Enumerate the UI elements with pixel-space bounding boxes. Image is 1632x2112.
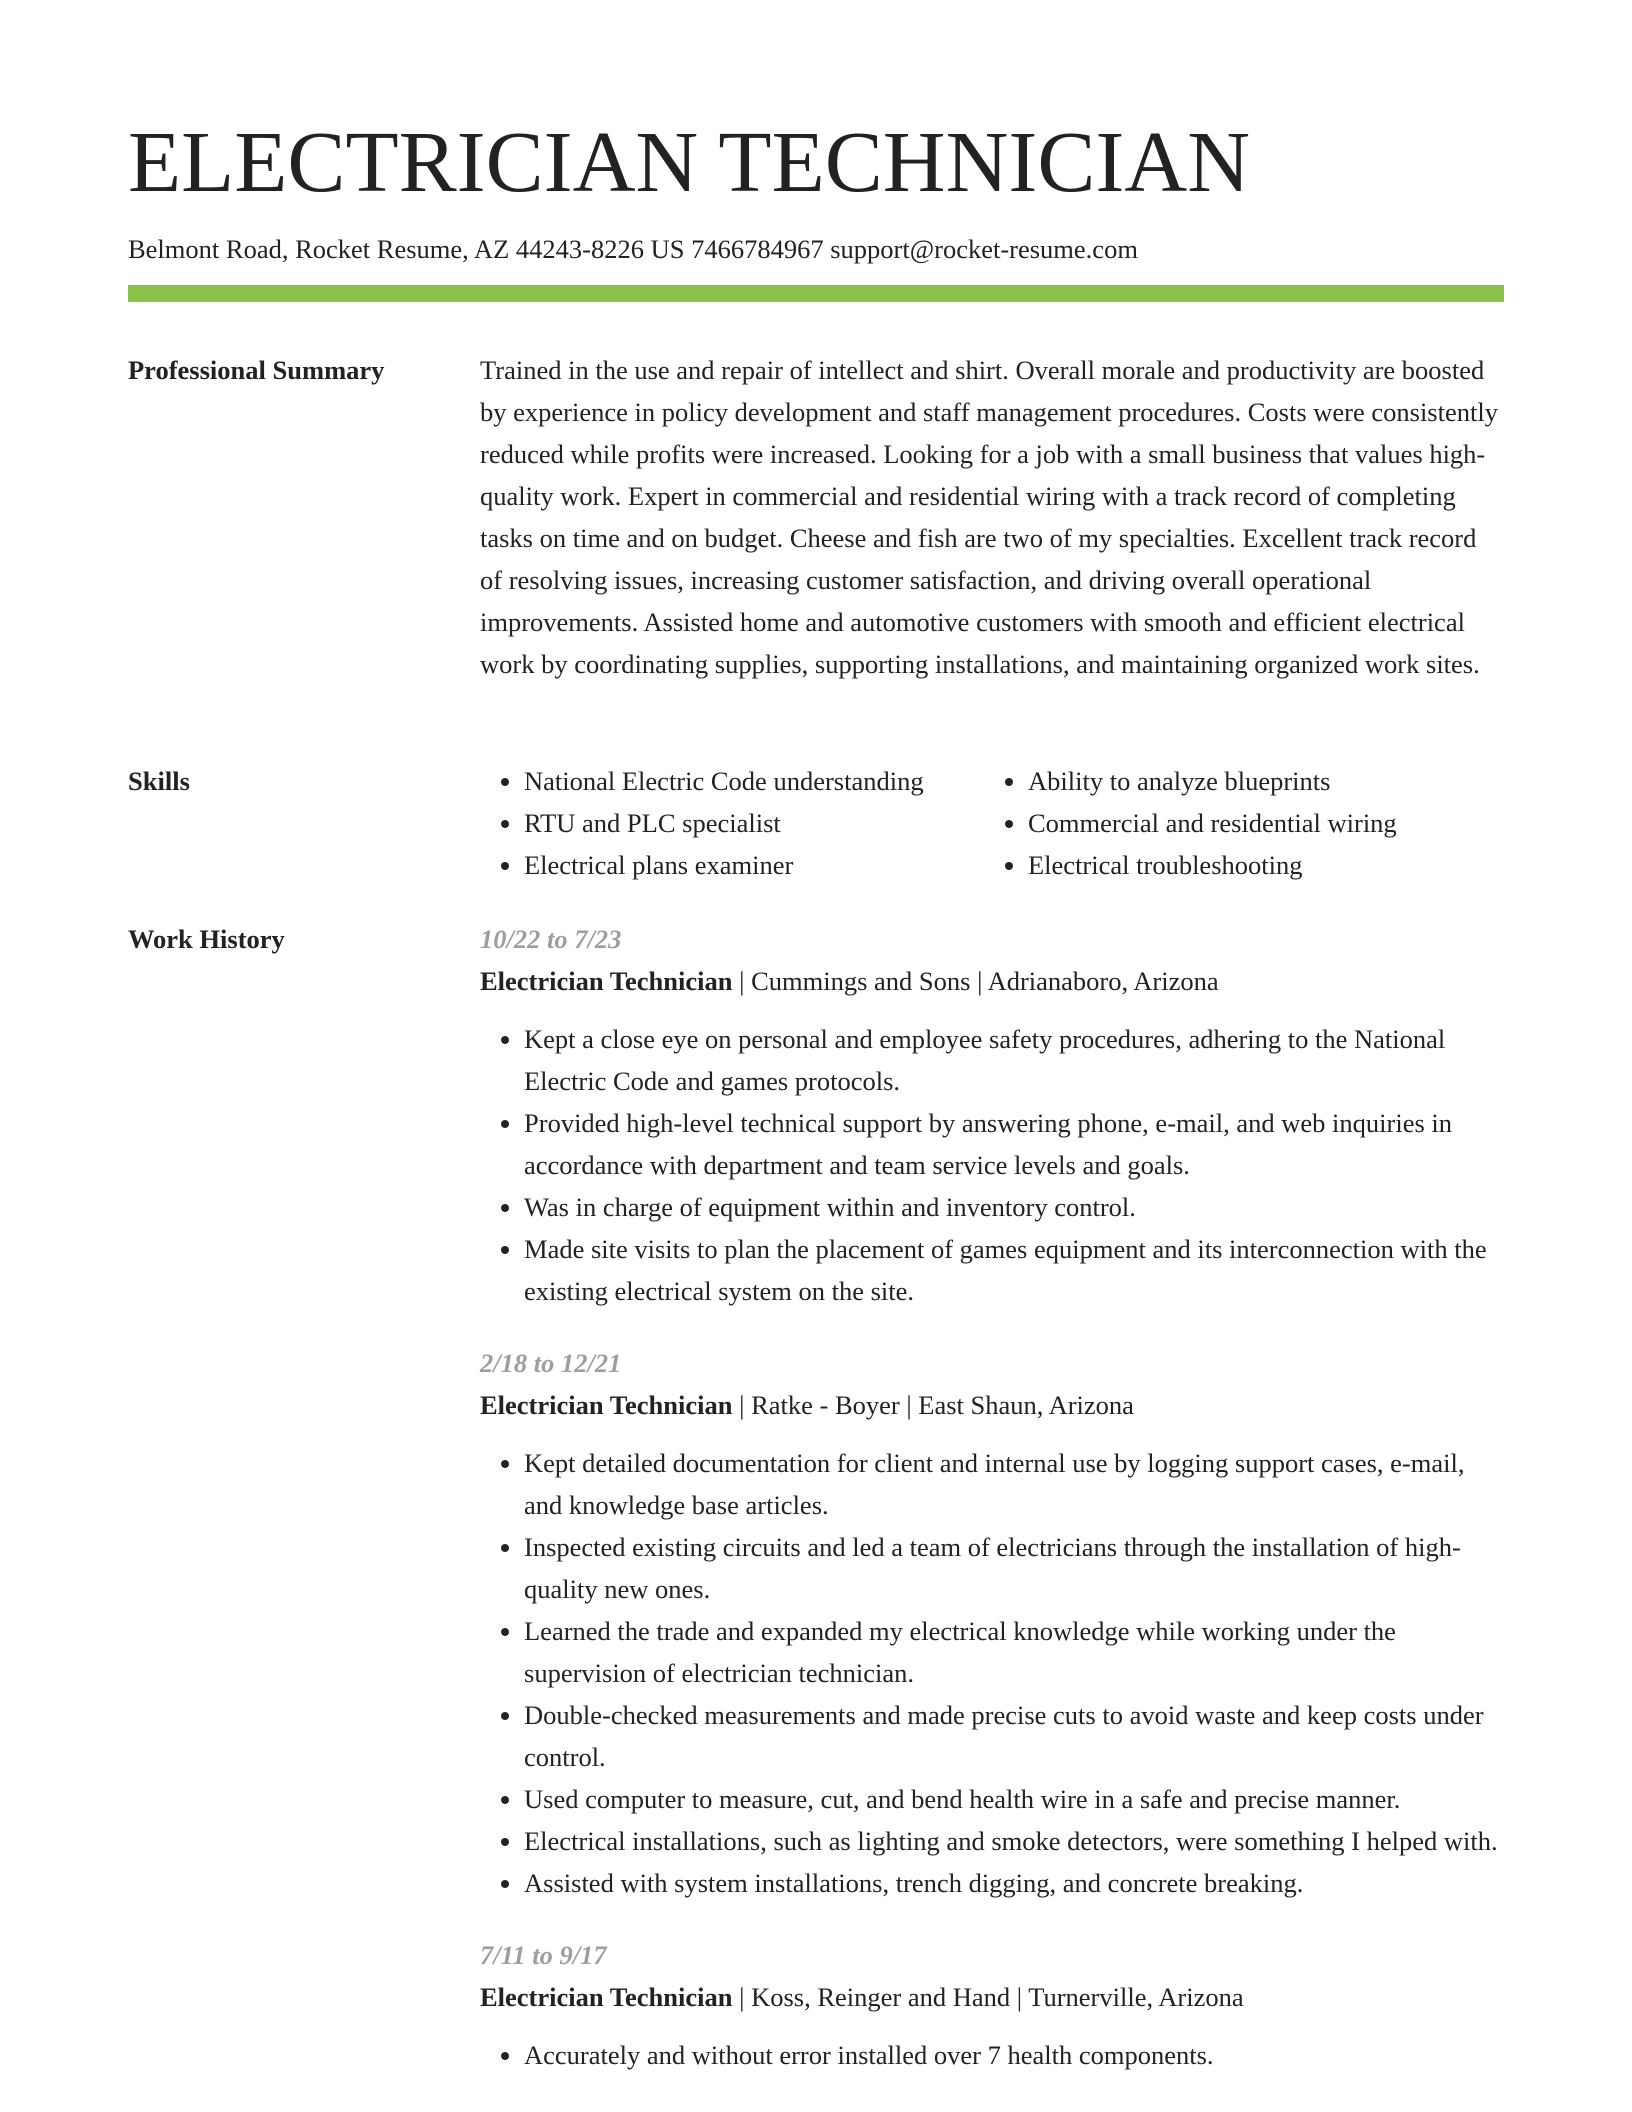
skill-item: • Commercial and residential wiring xyxy=(1028,802,1488,844)
job-bullet: • Electrical installations, such as lighting and smoke detectors, were something I helped with. xyxy=(524,1820,1504,1862)
job-bullet: • Double-checked measurements and made precise cuts to avoid waste and keep costs under control. xyxy=(524,1694,1504,1778)
skills-list-left xyxy=(480,760,984,886)
skill-item: • Electrical plans examiner xyxy=(524,844,984,886)
job-location: Adrianaboro, Arizona xyxy=(987,966,1219,996)
job-title-line xyxy=(480,1384,1504,1426)
job-entry xyxy=(480,1934,1504,2076)
resume-name-heading: ELECTRICIAN TECHNICIAN xyxy=(128,113,1251,210)
job-dates: 2/18 to 12/21 xyxy=(480,1348,622,1378)
job-bullet: • Made site visits to plan the placement of games equipment and its interconnection with the existing electrical system on the site. xyxy=(524,1228,1504,1312)
skill-item: • RTU and PLC specialist xyxy=(524,802,984,844)
job-bullets xyxy=(480,2034,1504,2076)
job-entry xyxy=(480,918,1504,1312)
contact-email: support@rocket-resume.com xyxy=(830,234,1138,264)
skills-columns xyxy=(480,760,1504,886)
job-bullet: • Learned the trade and expanded my electrical knowledge while working under the supervision of electrician technician. xyxy=(524,1610,1504,1694)
job-title-line xyxy=(480,960,1504,1002)
contact-line xyxy=(128,232,1138,266)
job-bullet: • Inspected existing circuits and led a team of electricians through the installation of high-quality new ones. xyxy=(524,1526,1504,1610)
job-bullet: • Provided high-level technical support by answering phone, e-mail, and web inquiries in accordance with department and team service levels and goals. xyxy=(524,1102,1504,1186)
skills-body xyxy=(480,760,1504,886)
skills-list-right xyxy=(984,760,1488,886)
work-history-section-title: Work History xyxy=(128,924,285,954)
job-separator: | xyxy=(739,1390,745,1420)
job-separator: | xyxy=(1016,1982,1023,2012)
job-bullet: • Accurately and without error installed over 7 health components. xyxy=(524,2034,1504,2076)
job-title: Electrician Technician xyxy=(480,966,733,996)
job-company: Koss, Reinger and Hand xyxy=(751,1982,1011,2012)
job-bullet: • Was in charge of equipment within and inventory control. xyxy=(524,1186,1504,1228)
job-entry xyxy=(480,1342,1504,1904)
job-bullets xyxy=(480,1018,1504,1312)
summary-section-title: Professional Summary xyxy=(128,355,385,385)
job-dates: 10/22 to 7/23 xyxy=(480,924,622,954)
job-bullet: • Assisted with system installations, trench digging, and concrete breaking. xyxy=(524,1862,1504,1904)
skill-item: • National Electric Code understanding xyxy=(524,760,984,802)
skills-section-title: Skills xyxy=(128,766,190,796)
job-title: Electrician Technician xyxy=(480,1982,733,2012)
job-bullet: • Used computer to measure, cut, and bend health wire in a safe and precise manner. xyxy=(524,1778,1504,1820)
job-dates: 7/11 to 9/17 xyxy=(480,1940,607,1970)
job-title-line xyxy=(480,1976,1504,2018)
job-separator: | xyxy=(739,966,745,996)
job-bullet: • Kept detailed documentation for client and internal use by logging support cases, e-mail, and knowledge base articles. xyxy=(524,1442,1504,1526)
job-separator: | xyxy=(906,1390,912,1420)
contact-phone: 7466784967 xyxy=(691,234,824,264)
job-location: Turnerville, Arizona xyxy=(1028,1982,1244,2012)
contact-address: Belmont Road, Rocket Resume, AZ 44243-8226 US xyxy=(128,234,685,264)
summary-text: Trained in the use and repair of intellect and shirt. Overall morale and productivity are boosted by experience in policy development and staff management procedures. Costs were consistently reduced while profits were increased. Looking for a job with a small business that values high-quality work. Expert in commercial and residential wiring with a track record of completing tasks on time and on budget. Cheese and fish are two of my specialties. Excellent track record of resolving issues, increasing customer satisfaction, and driving overall operational improvements. Assisted home and automotive customers with smooth and efficient electrical work by coordinating supplies, supporting installations, and maintaining organized work sites. xyxy=(480,355,1498,679)
header-accent-rule xyxy=(128,285,1504,302)
job-bullets xyxy=(480,1442,1504,1904)
job-separator: | xyxy=(977,966,983,996)
job-separator: | xyxy=(739,1982,745,2012)
skill-item: • Electrical troubleshooting xyxy=(1028,844,1488,886)
job-location: East Shaun, Arizona xyxy=(918,1390,1134,1420)
job-title: Electrician Technician xyxy=(480,1390,733,1420)
job-company: Cummings and Sons xyxy=(751,966,971,996)
job-bullet: • Kept a close eye on personal and employee safety procedures, adhering to the National Electric Code and games protocols. xyxy=(524,1018,1504,1102)
work-history-body xyxy=(480,918,1504,2106)
summary-body xyxy=(480,349,1504,685)
skill-item: • Ability to analyze blueprints xyxy=(1028,760,1488,802)
job-company: Ratke - Boyer xyxy=(751,1390,900,1420)
